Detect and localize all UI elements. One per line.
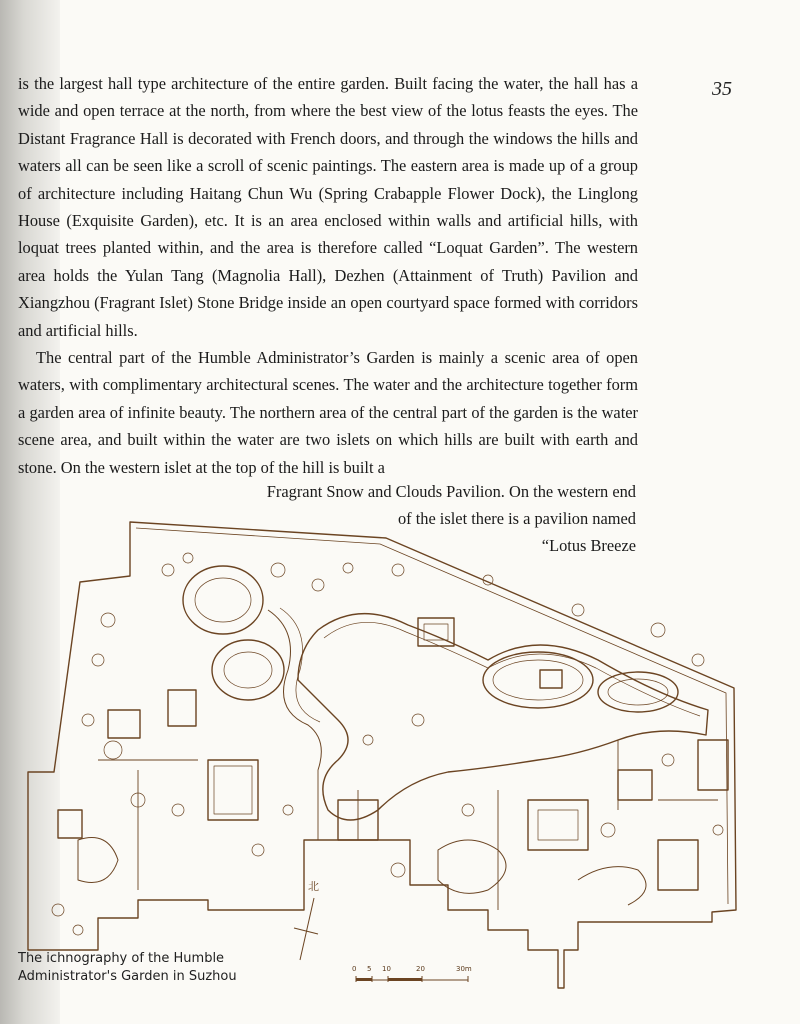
building-west-2 (168, 690, 196, 726)
paragraph-1: is the largest hall type architecture of the entire garden. Built facing the water, the hall has a wide and open terrace at the north, from where the best view of the lotus feasts the eyes. The Distant Fragrance Hall is decorated with French doors, and through the windows the hills and waters all can be seen like a scroll of scenic paintings. The eastern area is made up of a group of architecture including Haitang Chun Wu (Spring Crabapple Flower Dock), the Linglong House (Exquisite Garden), etc. It is an area enclosed within walls and artificial hills, with loquat trees planted within, and the area is therefore called “Loquat Garden”. The western area holds the Yulan Tang (Magnolia Hall), Dezhen (Attainment of Truth) Pavilion and Xiangzhou (Fragrant Islet) Stone Bridge inside an open courtyard space formed with corridors and artificial hills. (18, 74, 638, 340)
tail-line-2: of the islet there is a pavilion named (397, 509, 636, 528)
figure-caption (18, 950, 348, 986)
central-lake (298, 614, 708, 820)
scale-label-20: 20 (416, 965, 425, 973)
tail-line-3: “Lotus Breeze (541, 536, 636, 555)
scale-label-10: 10 (382, 965, 391, 973)
building-south-1 (528, 800, 588, 850)
building-west-1 (108, 710, 140, 738)
building-islet (540, 670, 562, 688)
garden-boundary (28, 522, 736, 988)
building-southwest (208, 760, 258, 820)
tree-symbols (52, 553, 723, 935)
north-mark: 北 (308, 880, 319, 893)
scale-bar (356, 976, 468, 982)
body-text (18, 70, 638, 481)
western-islet (483, 652, 593, 708)
page-number: 35 (712, 78, 732, 100)
scale-label-5: 5 (367, 965, 372, 973)
north-arrow (294, 880, 319, 960)
building-southeast (658, 840, 698, 890)
paragraph-2: The central part of the Humble Administrator’s Garden is mainly a scenic area of open waters, with complimentary architectural scenes. The water and the architecture together form a garden area of infinite beauty. The northern area of the central part of the garden is the water scene area, and built within the water are two islets on which hills are built with earth and stone. On the western islet at the top of the hill is built a (18, 348, 638, 477)
tail-line-1: Fragrant Snow and Clouds Pavilion. On the western end (266, 482, 636, 501)
garden-plan (18, 510, 738, 1000)
eastern-islet (598, 672, 678, 712)
scale-label-0: 0 (352, 965, 357, 973)
building-east (698, 740, 728, 790)
scale-label-30m: 30m (456, 965, 472, 973)
caption-line-1: The ichnography of the Humble (18, 951, 225, 966)
caption-line-2: Administrator's Garden in Suzhou (18, 969, 237, 984)
